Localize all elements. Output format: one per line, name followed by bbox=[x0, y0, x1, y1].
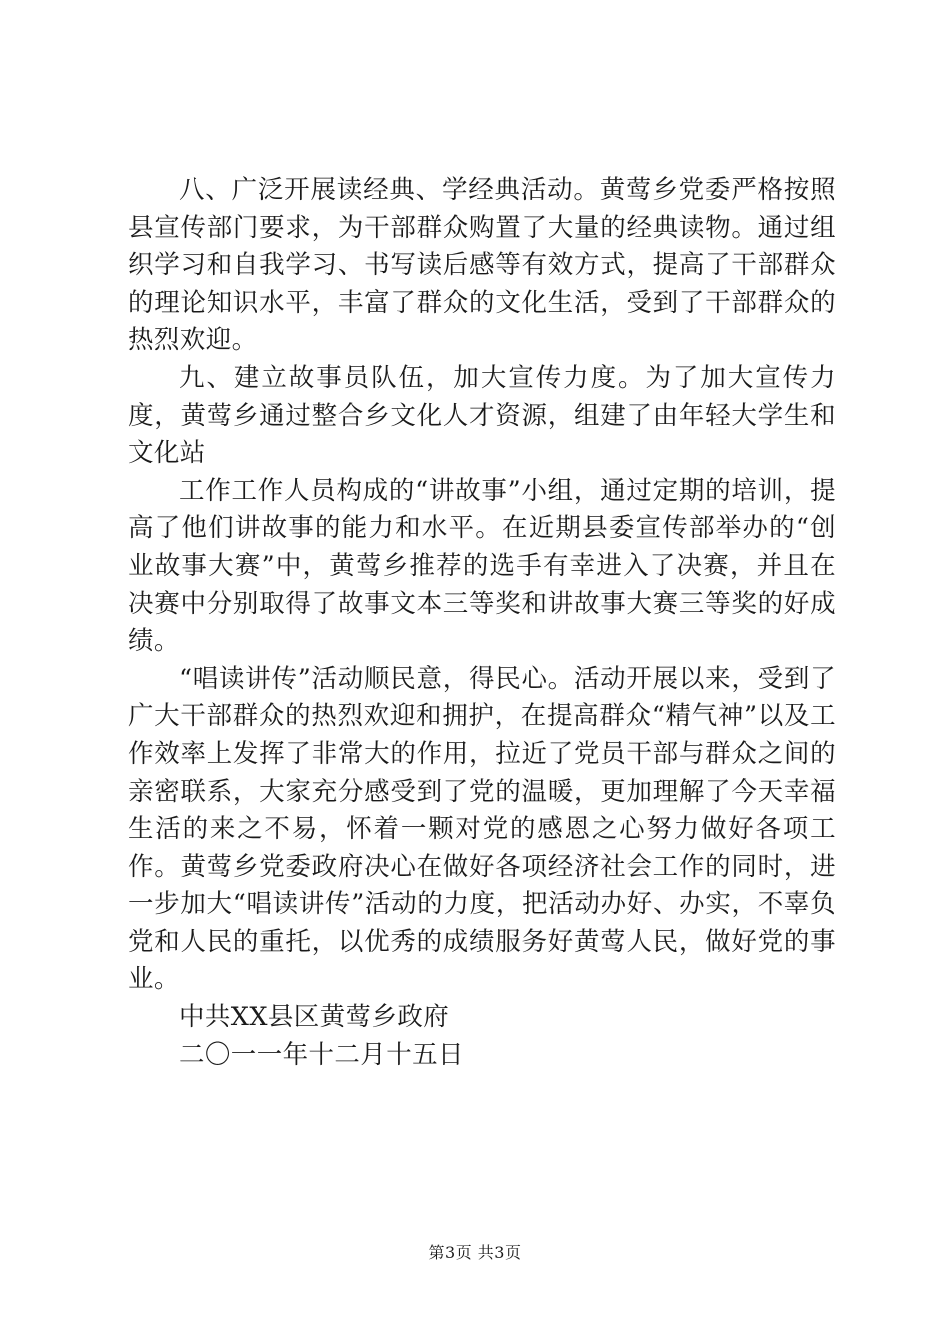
signature-date: 二〇一一年十二月十五日 bbox=[179, 1039, 464, 1070]
page-number-footer: 第3页 共3页 bbox=[428, 1243, 522, 1262]
paragraph-reading-classics: 八、广泛开展读经典、学经典活动。黄莺乡党委严格按照县宣传部门要求，为干部群众购置了大量的经典读物。通过组织学习和自我学习、书写读后感等有效方式，提高了干部群众的理论知识水平，丰富了群众的文化生活，受到了干部群众的热烈欢迎。 bbox=[128, 175, 836, 356]
document-body bbox=[128, 172, 836, 1074]
paragraph-conclusion: “唱读讲传”活动顺民意，得民心。活动开展以来，受到了广大干部群众的热烈欢迎和拥护，在提高群众“精气神”以及工作效率上发挥了非常大的作用，拉近了党员干部与群众之间的亲密联系，大家充分感受到了党的温暖，更加理解了今天幸福生活的来之不易，怀着一颗对党的感恩之心努力做好各项工作。黄莺乡党委政府决心在做好各项经济社会工作的同时，进一步加大“唱读讲传”活动的力度，把活动办好、办实，不辜负党和人民的重托，以优秀的成绩服务好黄莺人民，做好党的事业。 bbox=[128, 663, 836, 995]
paragraph-storytelling-group: 工作工作人员构成的“讲故事”小组，通过定期的培训，提高了他们讲故事的能力和水平。在近期县委宣传部举办的“创业故事大赛”中，黄莺乡推荐的选手有幸进入了决赛，并且在决赛中分别取得了故事文本三等奖和讲故事大赛三等奖的好成绩。 bbox=[128, 475, 836, 657]
signature-organization: 中共XX县区黄莺乡政府 bbox=[179, 1002, 450, 1033]
paragraph-storyteller-team: 九、建立故事员队伍，加大宣传力度。为了加大宣传力度，黄莺乡通过整合乡文化人才资源，组建了由年轻大学生和文化站 bbox=[128, 362, 836, 469]
